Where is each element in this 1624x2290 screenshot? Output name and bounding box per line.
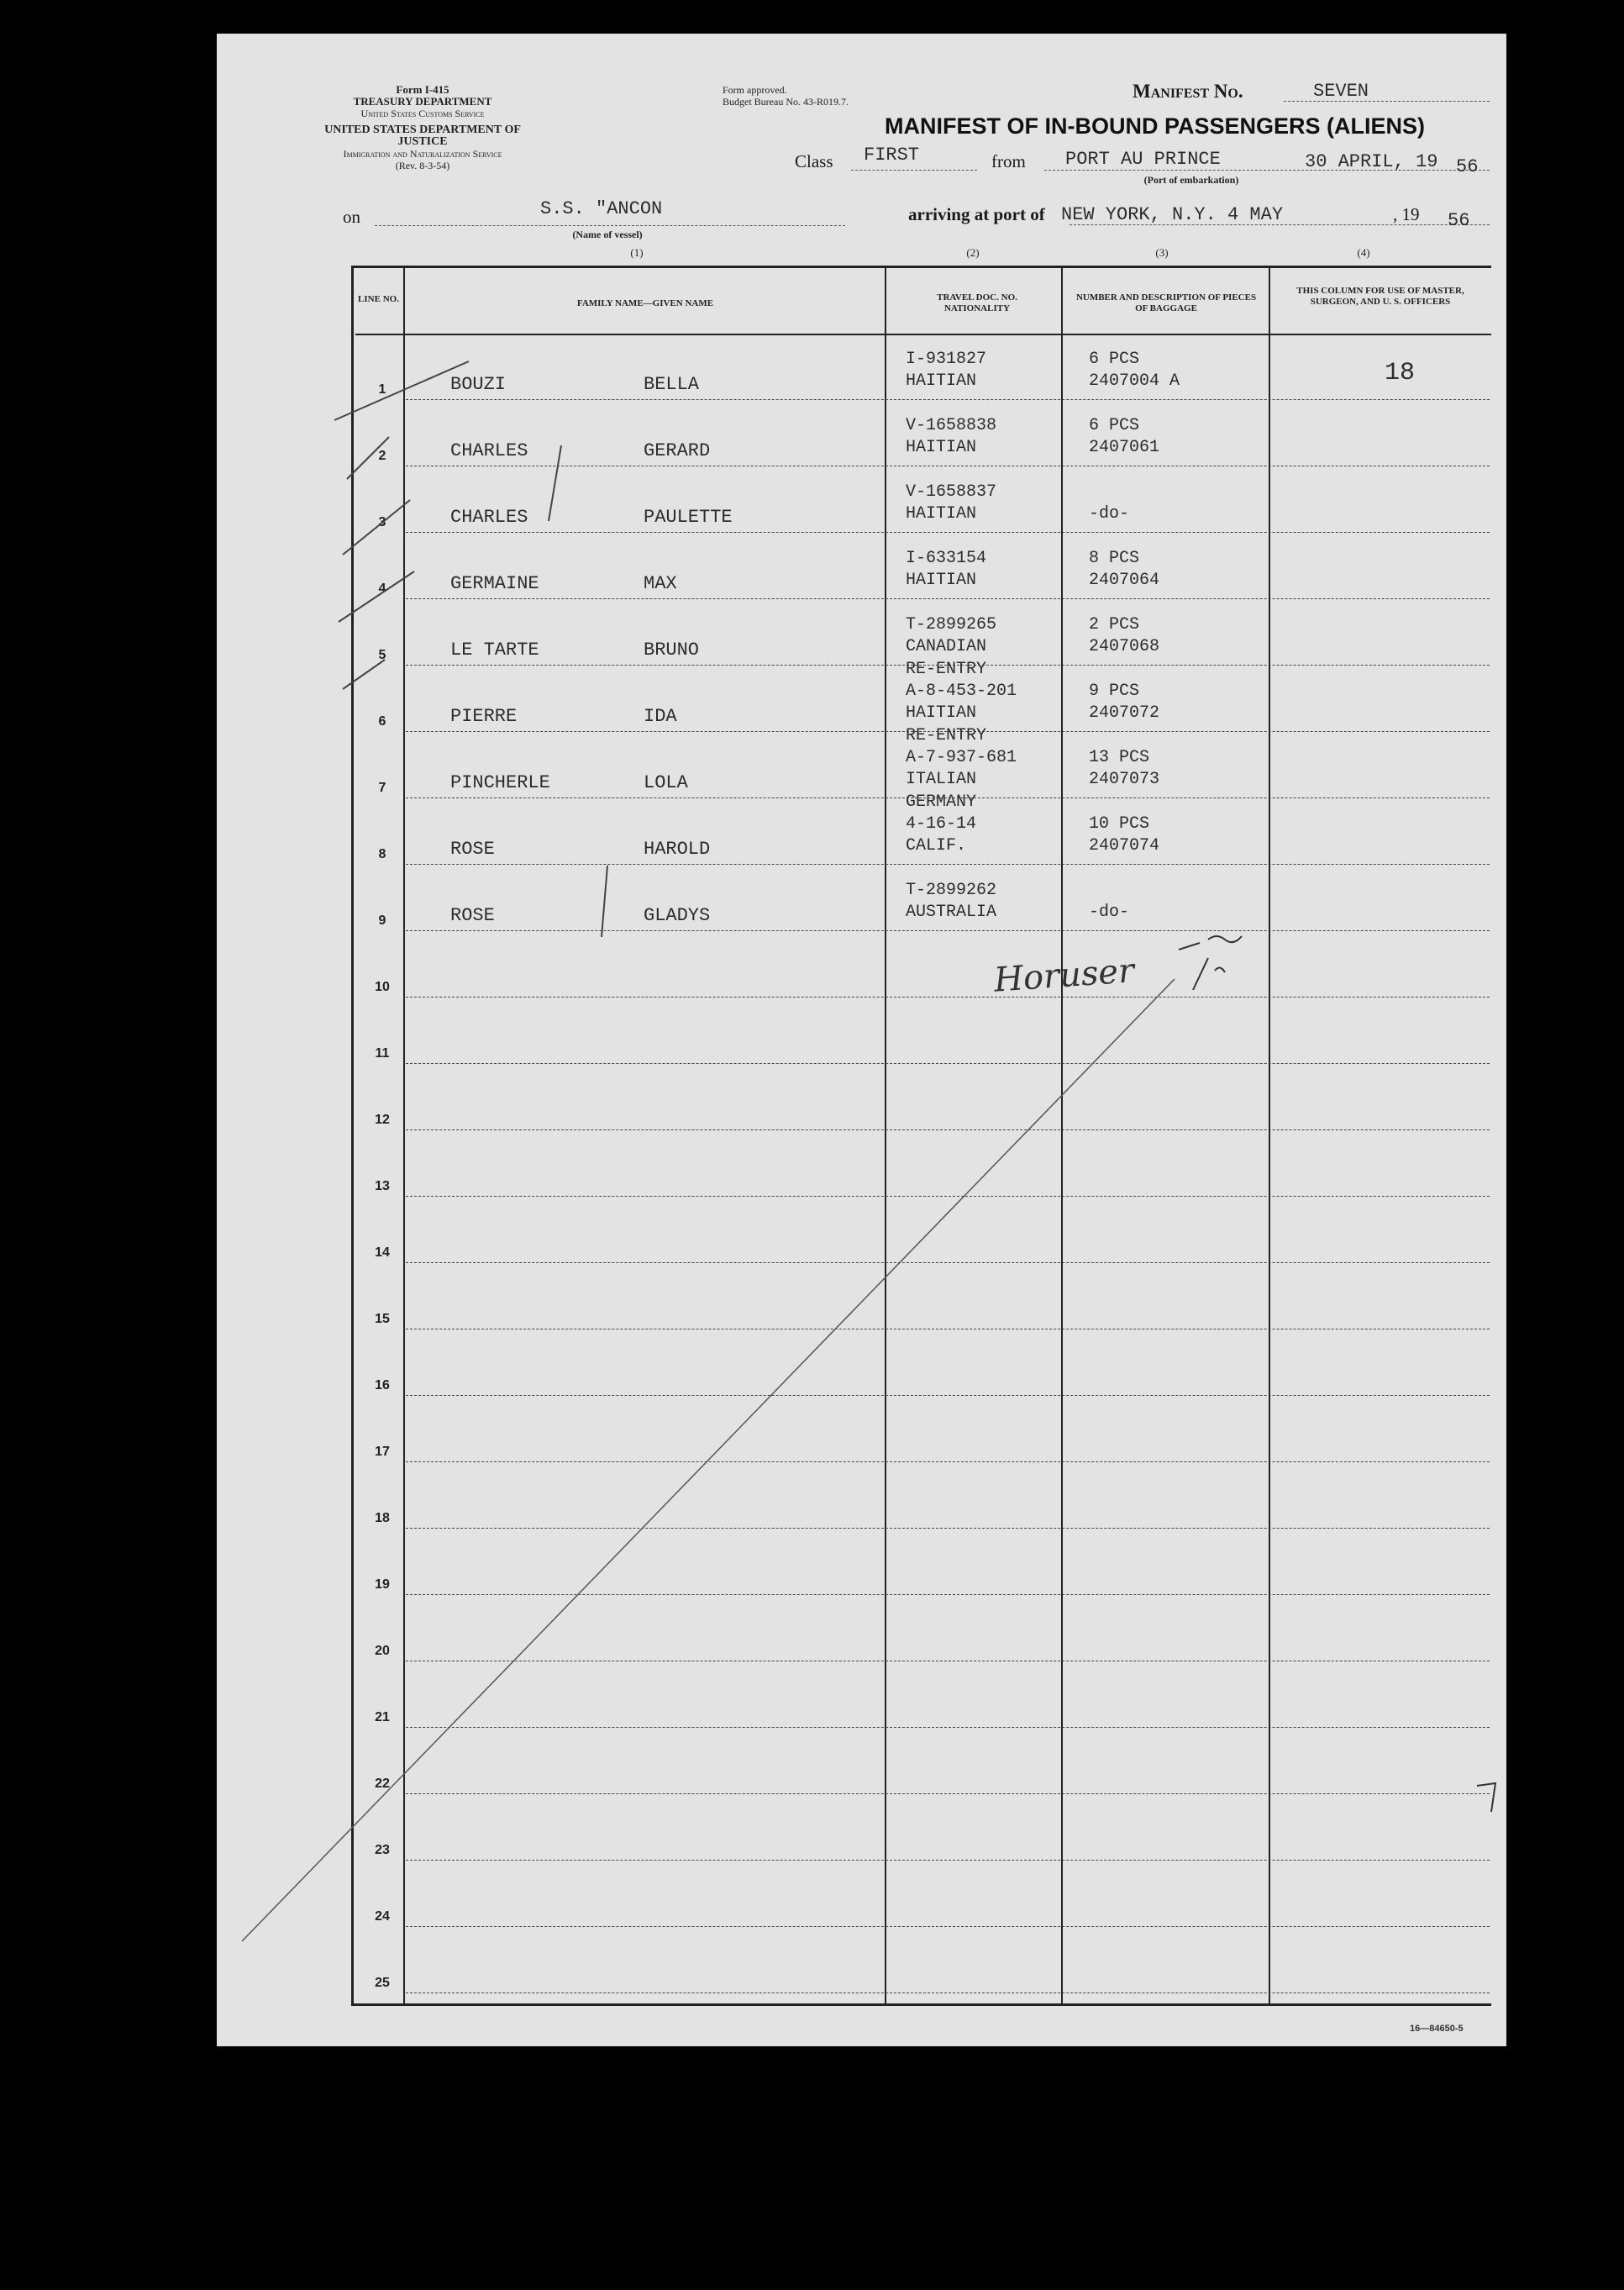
family-name: PINCHERLE xyxy=(450,772,550,793)
line-number: 2 xyxy=(378,449,386,463)
nationality: CALIF. xyxy=(906,836,967,855)
line-number: 13 xyxy=(375,1179,390,1193)
given-name: HAROLD xyxy=(644,839,711,860)
line-number: 4 xyxy=(378,582,386,596)
travel-doc-number: I-931827 xyxy=(906,350,987,369)
family-name: ROSE xyxy=(450,905,495,926)
class-label: Class xyxy=(795,151,833,171)
line-number: 5 xyxy=(378,648,386,662)
embark-year: 56 xyxy=(1456,156,1479,177)
header-officers: THIS COLUMN FOR USE OF MASTER, SURGEON, AND U. S. OFFICERS xyxy=(1296,286,1464,307)
travel-doc-number: 4-16-14 xyxy=(906,814,977,834)
handwritten-signature: Horuser xyxy=(992,951,1136,1000)
family-name: CHARLES xyxy=(450,507,528,528)
line-number: 8 xyxy=(378,847,386,861)
embark-date: 30 APRIL, 19 xyxy=(1305,151,1438,172)
given-name: IDA xyxy=(644,706,677,727)
manifest-no-label: Manifest No. xyxy=(1133,81,1243,102)
travel-doc-number: V-1658838 xyxy=(906,416,997,435)
col3-number: (3) xyxy=(1155,246,1169,259)
baggage-number: 2407064 xyxy=(1089,571,1160,590)
nationality: HAITIAN xyxy=(906,504,977,524)
arriving-value: NEW YORK, N.Y. 4 MAY xyxy=(1061,204,1284,225)
travel-doc-number: V-1658837 xyxy=(906,482,997,502)
family-name: BOUZI xyxy=(450,374,507,395)
baggage-pieces: 9 PCS xyxy=(1089,682,1140,701)
col2-number: (2) xyxy=(966,246,980,259)
family-name: PIERRE xyxy=(450,706,518,727)
nationality: CANADIAN xyxy=(906,637,987,656)
baggage-pieces: 6 PCS xyxy=(1089,416,1140,435)
family-name: LE TARTE xyxy=(450,640,539,661)
baggage-pieces: 6 PCS xyxy=(1089,350,1140,369)
given-name: LOLA xyxy=(644,772,688,793)
given-name: MAX xyxy=(644,573,677,594)
treasury-dept: TREASURY DEPARTMENT xyxy=(353,95,492,108)
baggage-pieces: 2 PCS xyxy=(1089,615,1140,634)
col4-number: (4) xyxy=(1357,246,1370,259)
header-name: FAMILY NAME—GIVEN NAME xyxy=(576,298,714,308)
travel-doc-number: A-7-937-681 xyxy=(906,748,1017,767)
line-number: 18 xyxy=(375,1511,390,1525)
line-number: 1 xyxy=(378,382,386,397)
class-value: FIRST xyxy=(864,145,920,166)
family-name: CHARLES xyxy=(450,440,528,461)
nationality: HAITIAN xyxy=(906,438,977,457)
line-number: 17 xyxy=(375,1445,390,1459)
given-name: PAULETTE xyxy=(644,507,733,528)
nationality: AUSTRALIA xyxy=(906,903,997,922)
revision: (Rev. 8-3-54) xyxy=(395,160,450,171)
vessel-value: S.S. "ANCON xyxy=(540,198,663,219)
line-number: 6 xyxy=(378,714,386,729)
baggage-number: 2407072 xyxy=(1089,703,1160,723)
baggage-pieces: 10 PCS xyxy=(1089,814,1150,834)
travel-doc-number: A-8-453-201 xyxy=(906,682,1017,701)
line-number: 25 xyxy=(375,1976,390,1990)
line-number: 16 xyxy=(375,1378,390,1392)
given-name: GERARD xyxy=(644,440,711,461)
arriving-label: arriving at port of xyxy=(908,204,1045,224)
nationality: ITALIAN xyxy=(906,770,977,789)
travel-doc-number: I-633154 xyxy=(906,549,987,568)
vessel-caption: (Name of vessel) xyxy=(572,229,643,240)
header-travel-doc: TRAVEL DOC. NO. NATIONALITY xyxy=(937,292,1017,313)
page-title: MANIFEST OF IN-BOUND PASSENGERS (ALIENS) xyxy=(885,113,1426,139)
customs-service: United States Customs Service xyxy=(360,108,485,119)
given-name: GLADYS xyxy=(644,905,711,926)
baggage-pieces: 13 PCS xyxy=(1089,748,1150,767)
baggage-number: 2407073 xyxy=(1089,770,1160,789)
line-number: 19 xyxy=(375,1577,390,1592)
on-label: on xyxy=(343,207,360,227)
baggage-number: 2407061 xyxy=(1089,438,1160,457)
from-label: from xyxy=(991,151,1026,171)
line-number: 15 xyxy=(375,1312,390,1326)
ins-service: Immigration and Naturalization Service xyxy=(343,148,502,160)
line-number: 11 xyxy=(375,1046,390,1061)
baggage-number: 2407004 A xyxy=(1089,371,1180,391)
header-baggage: NUMBER AND DESCRIPTION OF PIECES OF BAGGAGE xyxy=(1075,292,1257,313)
nationality: HAITIAN xyxy=(906,703,977,723)
line-number: 14 xyxy=(375,1245,390,1260)
family-name: ROSE xyxy=(450,839,495,860)
form-id: Form I-415 xyxy=(396,83,449,96)
manifest-sheet xyxy=(217,34,1506,2046)
footer-code: 16—84650-5 xyxy=(1410,2024,1464,2034)
line-number: 3 xyxy=(378,515,386,529)
line-number: 22 xyxy=(375,1777,390,1791)
travel-doc-line0: RE-ENTRY xyxy=(906,726,987,745)
nationality: HAITIAN xyxy=(906,371,977,391)
line-number: 9 xyxy=(378,913,386,928)
given-name: BRUNO xyxy=(644,640,700,661)
nationality: HAITIAN xyxy=(906,571,977,590)
from-value: PORT AU PRINCE xyxy=(1065,149,1221,170)
travel-doc-number: T-2899265 xyxy=(906,615,997,634)
family-name: GERMAINE xyxy=(450,573,539,594)
arrive-year-prefix: , 19 xyxy=(1393,204,1420,224)
budget-text: Budget Bureau No. 43-R019.7. xyxy=(723,96,849,108)
line-number: 21 xyxy=(375,1710,390,1724)
given-name: BELLA xyxy=(644,374,700,395)
travel-doc-number: T-2899262 xyxy=(906,881,997,900)
header-line-no: LINE NO. xyxy=(358,294,399,304)
line-number: 20 xyxy=(375,1644,390,1658)
baggage-number: 2407074 xyxy=(1089,836,1160,855)
baggage-number: 2407068 xyxy=(1089,637,1160,656)
line-number: 10 xyxy=(375,980,390,994)
travel-doc-line0: RE-ENTRY xyxy=(906,660,987,679)
col1-number: (1) xyxy=(630,246,644,259)
approved-text: Form approved. xyxy=(723,84,787,96)
travel-doc-line0: GERMANY xyxy=(906,792,977,812)
officer-note: 18 xyxy=(1385,359,1416,387)
line-number: 7 xyxy=(378,781,386,795)
line-number: 12 xyxy=(375,1113,390,1127)
line-number: 24 xyxy=(375,1909,390,1924)
manifest-no-value: SEVEN xyxy=(1313,81,1369,102)
baggage-number: -do- xyxy=(1089,903,1130,922)
baggage-pieces: 8 PCS xyxy=(1089,549,1140,568)
baggage-number: -do- xyxy=(1089,504,1130,524)
justice-dept: UNITED STATES DEPARTMENT OF JUSTICE xyxy=(324,124,521,148)
embark-caption: (Port of embarkation) xyxy=(1143,174,1239,186)
line-number: 23 xyxy=(375,1843,390,1857)
cancellation-line xyxy=(217,34,1506,2046)
arrive-year: 56 xyxy=(1448,210,1470,231)
